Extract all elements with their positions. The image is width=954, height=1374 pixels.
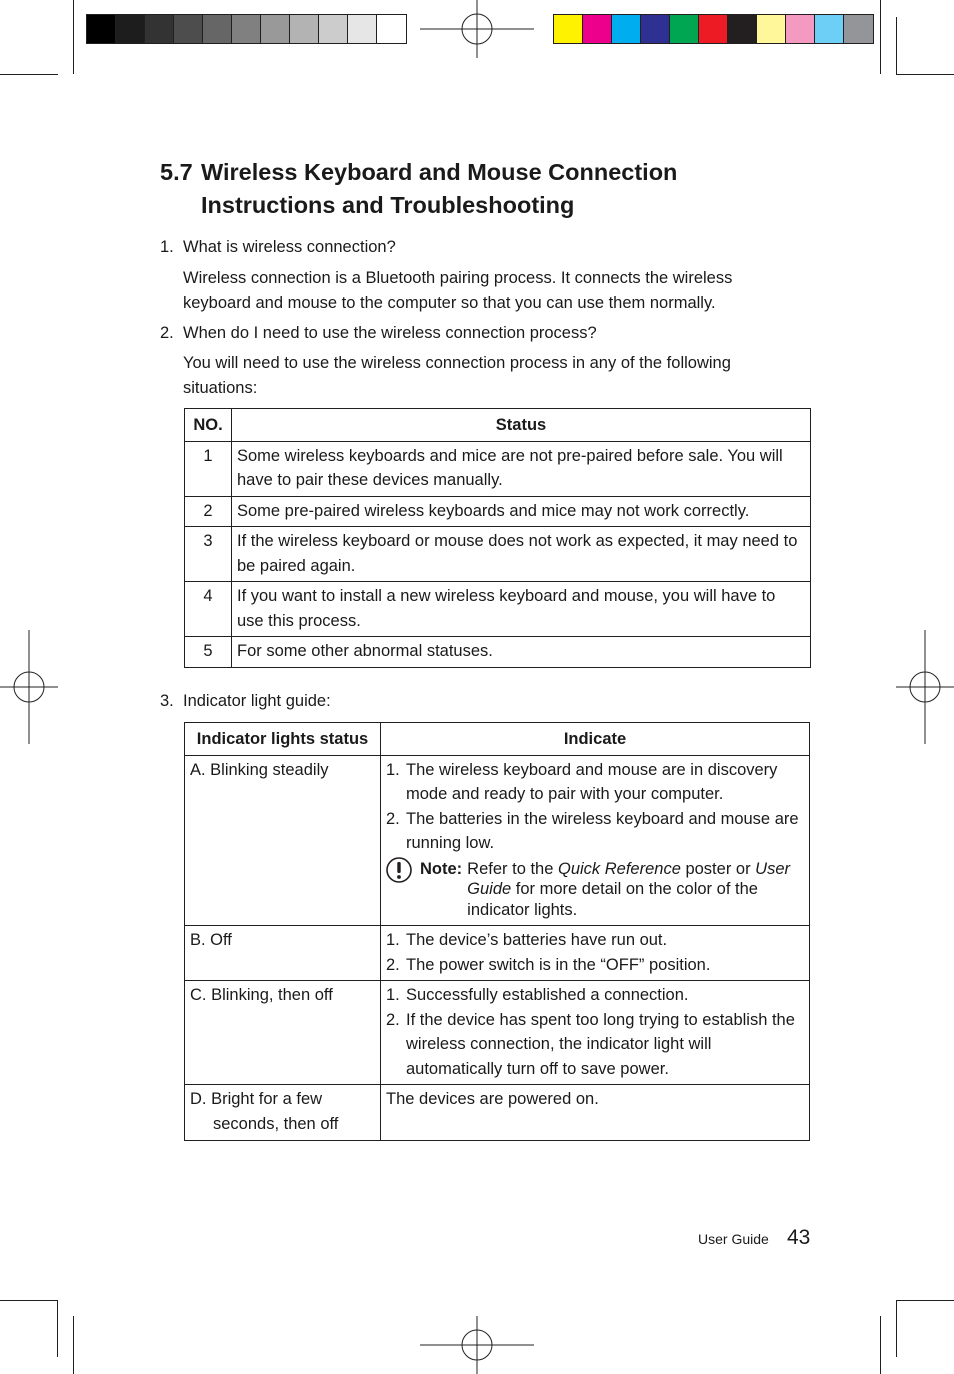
list-number: 1. [386,931,400,949]
gray-swatch [348,15,377,43]
gray-swatch [261,15,290,43]
page-number: 43 [787,1226,811,1249]
process-color-swatch [786,15,815,43]
list-item [386,953,804,978]
gray-swatch [145,15,174,43]
row-status: If the wireless keyboard or mouse does not work as expected, it may need to be paired again. [232,527,811,582]
status-table [184,408,811,668]
list-text: The wireless keyboard and mouse are in discovery mode and ready to pair with your computer. [406,760,778,803]
process-color-swatch [844,15,873,43]
list-text: The power switch is in the “OFF” position. [406,955,711,974]
process-color-swatch [728,15,757,43]
header-indicator-status: Indicator lights status [185,723,381,756]
indicator-meaning [381,755,810,926]
list-number: 2. [386,1010,400,1029]
note-text-post: for more detail on the color of the indicator lights. [467,880,758,919]
process-color-swatch [583,15,612,43]
exclamation-icon [386,857,412,883]
row-number: 2 [185,496,232,527]
row-number: 5 [185,637,232,668]
question-3-number: 3. [160,692,174,710]
note-text-mid: poster or [680,859,756,878]
table-row [185,527,811,582]
indicator-meaning [381,981,810,1085]
row-number: 4 [185,582,232,637]
list-number: 2. [386,955,400,974]
section-number: 5.7 [160,159,193,185]
table-row [185,981,810,1085]
header-status: Status [232,409,811,442]
indicator-status: A. Blinking steadily [185,755,381,926]
table-row [185,496,811,527]
indicator-meaning [381,926,810,981]
process-color-bar [553,14,874,44]
process-color-swatch [554,15,583,43]
process-color-swatch [815,15,844,43]
indicator-status: B. Off [185,926,381,981]
list-number: 2. [386,809,400,828]
registration-mark-bottom [420,1316,534,1374]
section-title-line1: Wireless Keyboard and Mouse Connection [201,159,678,185]
footer-guide-label: User Guide [698,1231,769,1247]
question-2-text: When do I need to use the wireless connection process? [183,324,597,342]
indicator-status: C. Blinking, then off [185,981,381,1085]
header-indicate: Indicate [381,723,810,756]
indicator-status-line2: seconds, then off [213,1114,339,1133]
section-title-line2: Instructions and Troubleshooting [201,192,575,218]
list-item [386,807,804,856]
question-1-answer: Wireless connection is a Bluetooth pairing process. It connects the wireless keyboard and mouse to the computer so that you can use them normally. [183,269,733,312]
table-row [185,637,811,668]
gray-swatch [319,15,348,43]
note-user-guide: User Guide [467,859,791,898]
list-item [386,1008,804,1082]
row-status: If you want to install a new wireless keyboard and mouse, you will have to use this process. [232,582,811,637]
row-status: For some other abnormal statuses. [232,637,811,668]
gray-swatch [232,15,261,43]
table-row [185,1085,810,1141]
row-number: 1 [185,441,232,496]
list-item [386,928,804,953]
process-color-swatch [699,15,728,43]
indicator-status-line1: D. Bright for a few [190,1090,323,1108]
gray-swatch [174,15,203,43]
row-status: Some wireless keyboards and mice are not pre-paired before sale. You will have to pair these devices manually. [232,441,811,496]
question-2-number: 2. [160,324,174,342]
gray-swatch [87,15,116,43]
note-block [386,859,804,921]
registration-mark-left [0,630,58,744]
list-item [386,758,804,807]
gray-swatch [116,15,145,43]
gray-swatch [290,15,319,43]
status-table-header-row [185,409,811,442]
list-number: 1. [386,760,400,779]
note-quick-reference: Quick Reference [557,859,681,878]
note-label: Note: [420,859,463,878]
table-row [185,582,811,637]
indicator-table [184,722,810,1141]
process-color-swatch [612,15,641,43]
list-item [386,983,804,1008]
section-heading [160,156,677,222]
question-1-number: 1. [160,238,174,256]
table-row [185,755,810,926]
gray-swatch [203,15,232,43]
question-3-text: Indicator light guide: [183,692,331,710]
registration-mark-top [420,0,534,60]
header-no: NO. [185,409,232,442]
list-text: The device’s batteries have run out. [406,931,668,949]
note-text [467,859,804,921]
question-2-answer: You will need to use the wireless connection process in any of the following situations: [183,354,731,397]
question-1-text: What is wireless connection? [183,238,396,256]
gray-swatch [377,15,406,43]
indicator-status [185,1085,381,1141]
row-number: 3 [185,527,232,582]
list-text: If the device has spent too long trying to establish the wireless connection, the indicator light will automatically turn off to save power. [406,1010,795,1078]
list-text: The batteries in the wireless keyboard and mouse are running low. [406,809,799,852]
row-status: Some pre-paired wireless keyboards and mice may not work correctly. [232,496,811,527]
registration-mark-right [896,630,954,744]
list-number: 1. [386,986,400,1004]
process-color-swatch [641,15,670,43]
grayscale-color-bar [86,14,407,44]
list-text: Successfully established a connection. [406,986,689,1004]
process-color-swatch [670,15,699,43]
process-color-swatch [757,15,786,43]
indicator-table-header-row [185,723,810,756]
note-text-pre: Refer to the [467,859,558,878]
table-row [185,441,811,496]
indicator-meaning: The devices are powered on. [381,1085,810,1141]
table-row [185,926,810,981]
